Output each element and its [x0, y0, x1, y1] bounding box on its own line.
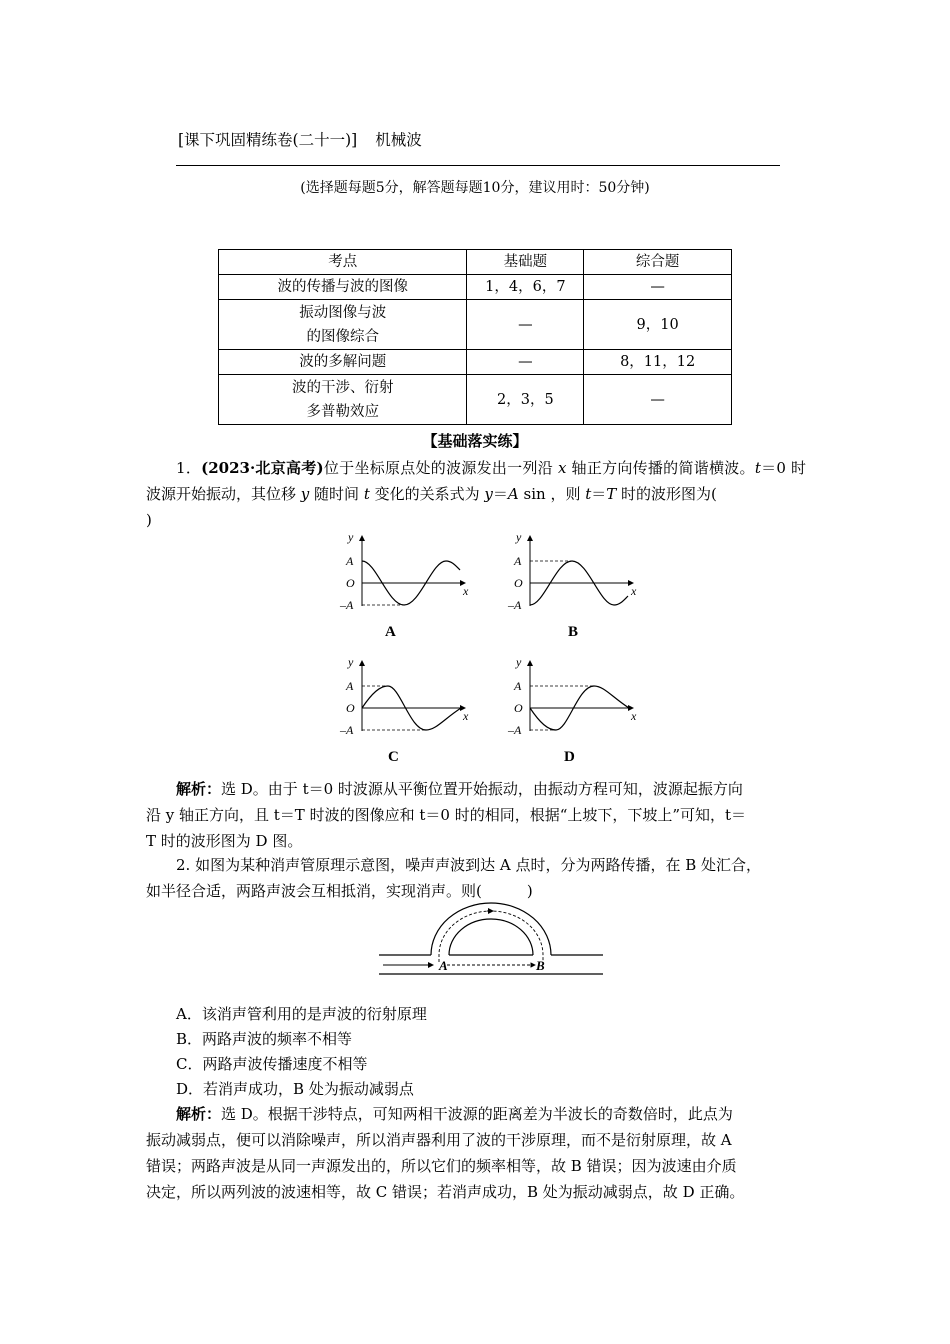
y-axis-label: y: [348, 655, 354, 669]
graph-a: [339, 530, 469, 640]
point-b-label: B: [536, 958, 545, 973]
amp-label: A: [346, 554, 354, 568]
question-1: 1．(2023·北京高考)位于坐标原点处的波源发出一列沿 x 轴正方向传播的简谐横波。t＝0 时波源开始振动，其位移 y 随时间 t 变化的关系式为 y＝A sin ，则 t＝T 时的波形图为( ): [146, 459, 806, 529]
point-a-label: A: [439, 958, 448, 973]
option-d: D．若消声成功，B 处为振动减弱点: [176, 1080, 414, 1098]
graph-label: C: [388, 749, 399, 765]
table-header-cell: 基础题: [467, 250, 584, 275]
page-title: [178, 128, 422, 150]
answer-2-line4: 决定，所以两列波的波速相等，故 C 错误；若消声成功，B 处为振动减弱点，故 D 正确。: [146, 1183, 745, 1201]
neg-amp-label: –A: [508, 723, 522, 737]
section-heading: 【基础落实练】: [422, 432, 528, 450]
graph-label: D: [564, 749, 575, 765]
graph-label: A: [385, 624, 396, 640]
option-c: C．两路声波传播速度不相等: [176, 1055, 368, 1073]
title-underline: [176, 165, 780, 166]
graph-label: B: [568, 624, 579, 640]
origin-label: O: [514, 701, 523, 715]
answer-2-line3: 错误；两路声波是从同一声源发出的，所以它们的频率相等，故 B 错误；因为波速由介质: [146, 1157, 737, 1175]
neg-amp-label: –A: [340, 598, 354, 612]
origin-label: O: [346, 701, 355, 715]
table-cell: —: [584, 375, 732, 425]
option-a: A．该消声管利用的是声波的衍射原理: [176, 1005, 427, 1023]
wave-graphs-figure: [330, 528, 650, 773]
answer-1-line2: 沿 y 轴正方向，且 t＝T 时波的图像应和 t＝0 时的相同，根据“上坡下，下坡上”可知，t＝: [146, 806, 747, 824]
answer-2-line2: 振动减弱点，便可以消除噪声，所以消声器利用了波的干涉原理，而不是衍射原理，故 A: [146, 1131, 732, 1149]
x-axis-label: x: [463, 584, 469, 598]
neg-amp-label: –A: [508, 598, 522, 612]
neg-amp-label: –A: [340, 723, 354, 737]
table-cell: 9，10: [584, 300, 732, 350]
x-axis-label: x: [631, 709, 637, 723]
graph-b: [507, 530, 637, 640]
table-cell: 波的干涉、衍射 多普勒效应: [219, 375, 467, 425]
subtitle-text: 机械波: [375, 131, 422, 149]
table-cell: 1，4，6，7: [467, 275, 584, 300]
x-axis-label: x: [463, 709, 469, 723]
table-header-cell: 考点: [219, 250, 467, 275]
y-axis-label: y: [348, 530, 354, 544]
table-row: [219, 350, 732, 375]
table-cell: 波的多解问题: [219, 350, 467, 375]
table-cell: —: [467, 300, 584, 350]
table-cell: —: [584, 275, 732, 300]
x-axis-label: x: [631, 584, 637, 598]
table-header-row: [219, 250, 732, 275]
amp-label: A: [514, 679, 522, 693]
answer-2: 解析：选 D。根据干涉特点，可知两相干波源的距离差为半波长的奇数倍时，此点为: [176, 1105, 733, 1123]
graph-c: [339, 655, 469, 765]
time-note: (选择题每题5分，解答题每题10分，建议用时：50分钟): [300, 180, 650, 196]
amp-label: A: [346, 679, 354, 693]
origin-label: O: [514, 576, 523, 590]
answer-1-line3: T 时的波形图为 D 图。: [146, 832, 303, 850]
amp-label: A: [514, 554, 522, 568]
table-cell: 8，11，12: [584, 350, 732, 375]
answer-1: 解析：选 D。由于 t＝0 时波源从平衡位置开始振动，由振动方程可知，波源起振方向: [176, 780, 743, 798]
graph-d: [507, 655, 637, 765]
table-row: [219, 275, 732, 300]
y-axis-label: y: [516, 655, 522, 669]
table-cell: 振动图像与波 的图像综合: [219, 300, 467, 350]
topic-table: [218, 249, 732, 425]
table-cell: —: [467, 350, 584, 375]
question-2-line1: 2. 如图为某种消声管原理示意图，噪声声波到达 A 点时，分为两路传播，在 B 处汇合，: [176, 856, 762, 874]
title-text: [课下巩固精练卷(二十一)]: [178, 131, 358, 149]
table-row: [219, 375, 732, 425]
question-2-line2: 如半径合适，两路声波会互相抵消，实现消声。则( ): [146, 882, 533, 900]
option-b: B．两路声波的频率不相等: [176, 1030, 353, 1048]
table-cell: 波的传播与波的图像: [219, 275, 467, 300]
y-axis-label: y: [516, 530, 522, 544]
table-row: [219, 300, 732, 350]
table-cell: 2，3，5: [467, 375, 584, 425]
muffler-diagram: [375, 900, 607, 980]
table-header-cell: 综合题: [584, 250, 732, 275]
origin-label: O: [346, 576, 355, 590]
